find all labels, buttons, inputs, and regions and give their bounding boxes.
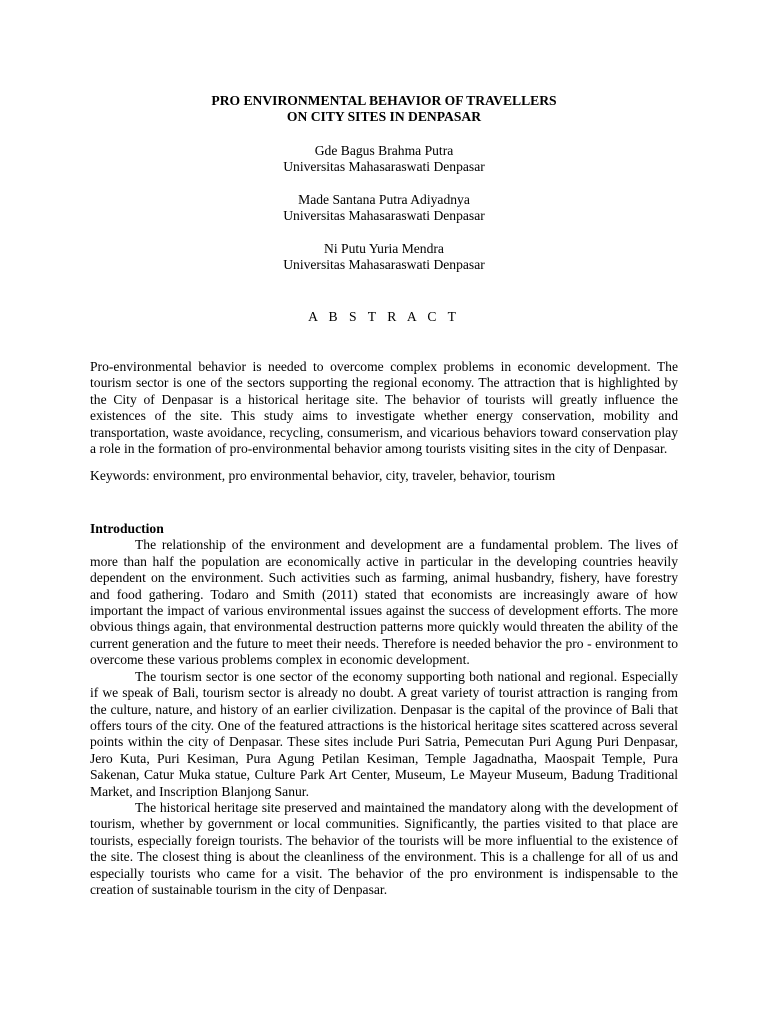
author-block xyxy=(90,241,678,273)
author-affiliation: Universitas Mahasaraswati Denpasar xyxy=(283,159,485,174)
introduction-paragraph: The tourism sector is one sector of the economy supporting both national and regional. Especially if we speak of Bali, tourism sector is already no doubt. A great variety of tourist attraction is ranging from the culture, nature, and history of an earlier civilization. Denpasar is the capital of the province of Bali that offers tours of the city. One of the featured attractions is the historical heritage sites scattered across several points within the city of Denpasar. These sites include Puri Satria, Pemecutan Puri Agung Puri Denpasar, Jero Kuta, Puri Kesiman, Pura Agung Petilan Kesiman, Temple Jagadnatha, Maospait Temple, Pura Sakenan, Catur Muka statue, Culture Park Art Center, Museum, Le Mayeur Museum, Badung Traditional Market, and Inscription Blanjong Sanur. xyxy=(90,668,678,799)
introduction-heading: Introduction xyxy=(90,521,164,537)
author-block xyxy=(90,192,678,224)
author-name: Made Santana Putra Adiyadnya xyxy=(298,192,470,207)
introduction-paragraph: The historical heritage site preserved and maintained the mandatory along with the development of tourism, whether by government or local communities. Significantly, the parties visited to that place are tourists, especially foreign tourists. The behavior of the tourists will be more influential to the existence of the site. The closest thing is about the cleanliness of the environment. This is a challenge for all of us and especially tourists who came for a visit. The behavior of the pro environment is indispensable to the creation of sustainable tourism in the city of Denpasar. xyxy=(90,799,678,897)
title-line-2: ON CITY SITES IN DENPASAR xyxy=(286,109,482,124)
paper-title xyxy=(90,93,678,125)
author-name: Gde Bagus Brahma Putra xyxy=(314,143,454,158)
author-affiliation: Universitas Mahasaraswati Denpasar xyxy=(283,208,485,223)
author-list xyxy=(90,143,678,273)
introduction-paragraph: The relationship of the environment and development are a fundamental problem. The lives of more than half the population are economically active in particular in the developing countries heavily dependent on the environment. Such activities such as farming, animal husbandry, fishery, have forestry and food gathering. Todaro and Smith (2011) stated that economists are increasingly aware of how important the impact of various environmental issues against the success of development efforts. The more obvious things again, that environmental destruction patterns more quickly would threaten the ability of the current generation and the future to meet their needs. Therefore is needed behavior the pro - environment to overcome these various problems complex in economic development. xyxy=(90,537,678,668)
author-name: Ni Putu Yuria Mendra xyxy=(324,241,444,256)
keywords-line: Keywords: environment, pro environmental behavior, city, traveler, behavior, tourism xyxy=(90,468,556,484)
title-line-1: PRO ENVIRONMENTAL BEHAVIOR OF TRAVELLERS xyxy=(211,93,557,108)
author-affiliation: Universitas Mahasaraswati Denpasar xyxy=(283,257,485,272)
author-block xyxy=(90,143,678,175)
abstract-heading: A B S T R A C T xyxy=(308,309,460,324)
abstract-text: Pro-environmental behavior is needed to overcome complex problems in economic development. The tourism sector is one of the sectors supporting the regional economy. The attraction that is highlighted by the City of Denpasar is a historical heritage site. The behavior of tourists will greatly influence the existences of the site. This study aims to investigate whether energy conservation, mobility and transportation, waste avoidance, recycling, consumerism, and vicarious behaviors toward conservation play a role in the formation of pro-environmental behavior among tourists visiting sites in the city of Denpasar. xyxy=(90,359,678,457)
